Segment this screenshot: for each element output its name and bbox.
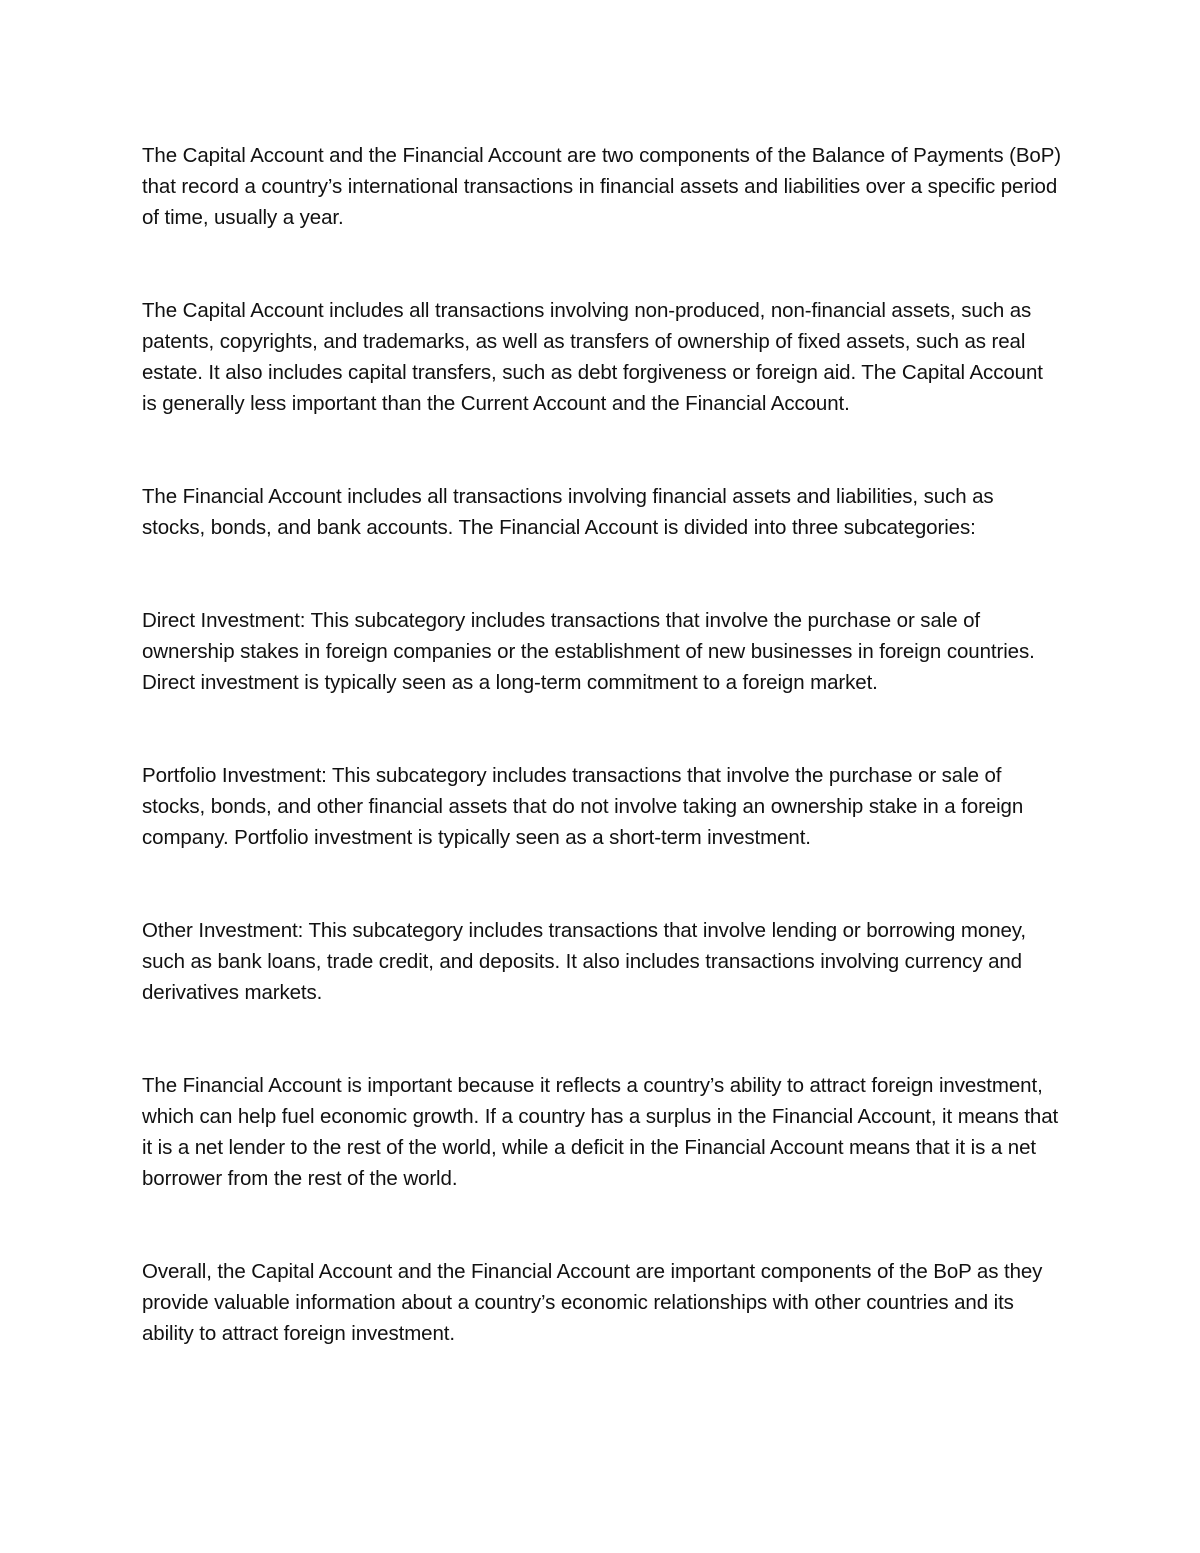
paragraph-capital-account: The Capital Account includes all transactions involving non-produced, non-financial assets, such as patents, copyrights, and trademarks, as well as transfers of ownership of fixed assets, such as real estate. It also includes capital transfers, such as debt forgiveness or foreign aid. The Capital Account is generally less important than the Current Account and the Financial Account. [142,299,1043,415]
paragraph-financial-account-importance: The Financial Account is important because it reflects a country’s ability to attract foreign investment, which can help fuel economic growth. If a country has a surplus in the Financial Account, it means that it is a net lender to the rest of the world, while a deficit in the Financial Account means that it is a net borrower from the rest of the world. [142,1074,1059,1190]
paragraph-financial-account: The Financial Account includes all transactions involving financial assets and liabilities, such as stocks, bonds, and bank accounts. The Financial Account is divided into three subcategories: [142,485,994,539]
paragraph-intro: The Capital Account and the Financial Account are two components of the Balance of Payments (BoP) that record a country’s international transactions in financial assets and liabilities over a specific period of time, usually a year. [142,144,1062,229]
paragraph-portfolio-investment: Portfolio Investment: This subcategory includes transactions that involve the purchase or sale of stocks, bonds, and other financial assets that do not involve taking an ownership stake in a foreign company. Portfolio investment is typically seen as a short-term investment. [142,764,1024,849]
paragraph-direct-investment: Direct Investment: This subcategory includes transactions that involve the purchase or sale of ownership stakes in foreign companies or the establishment of new businesses in foreign countries. Direct investment is typically seen as a long-term commitment to a foreign market. [142,609,1035,694]
paragraph-other-investment: Other Investment: This subcategory includes transactions that involve lending or borrowing money, such as bank loans, trade credit, and deposits. It also includes transactions involving currency and derivatives markets. [142,919,1027,1004]
paragraph-conclusion: Overall, the Capital Account and the Financial Account are important components of the BoP as they provide valuable information about a country’s economic relationships with other countries and its ability to attract foreign investment. [142,1260,1043,1345]
document-body [142,140,1062,1411]
